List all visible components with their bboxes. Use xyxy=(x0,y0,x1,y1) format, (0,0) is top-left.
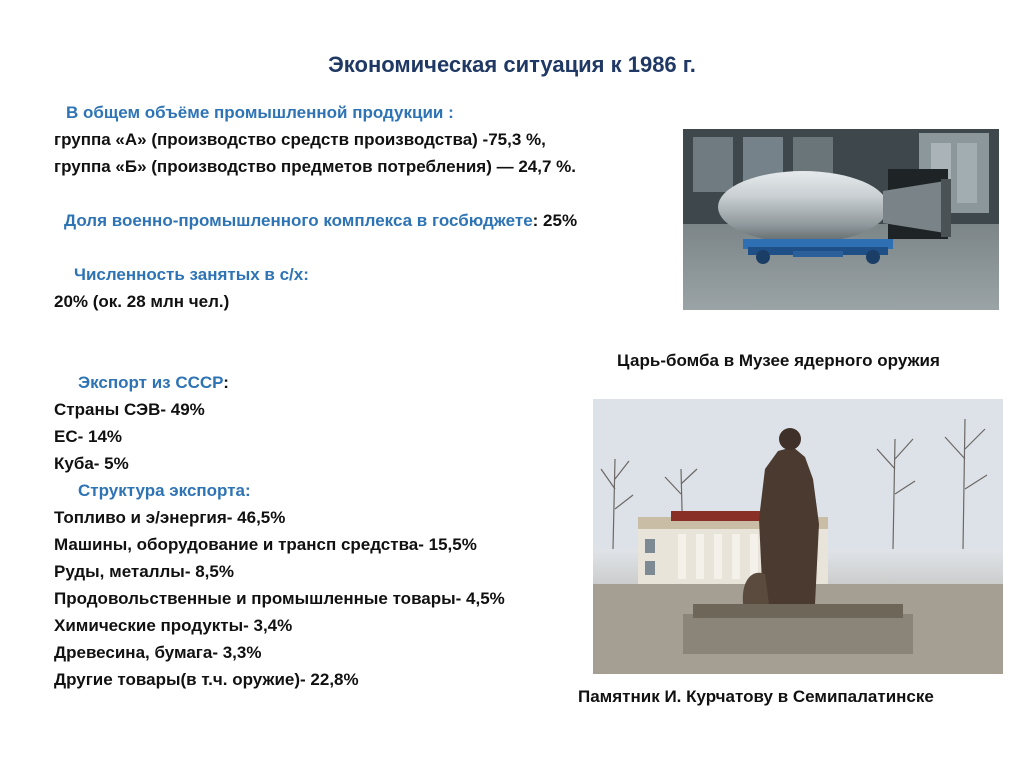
industry-heading: В общем объёме промышленной продукции : xyxy=(66,103,454,122)
slide-text-column xyxy=(54,99,674,693)
spacer xyxy=(54,180,674,207)
export-structure-item: Химические продукты- 3,4% xyxy=(54,616,293,635)
export-country-item: ЕС- 14% xyxy=(54,427,123,446)
kurchatov-monument-illustration xyxy=(593,399,1003,674)
export-structure-heading: Структура экспорта: xyxy=(78,481,251,500)
spacer xyxy=(54,234,674,261)
military-share-value: : 25% xyxy=(532,211,578,230)
slide-title: Экономическая ситуация к 1986 г. xyxy=(328,52,696,77)
export-structure-item: Машины, оборудование и трансп средства- 15,5% xyxy=(54,535,477,554)
industry-group-a: группа «А» (производство средств производства) -75,3 %, xyxy=(54,130,546,149)
military-share-label: Доля военно-промышленного комплекса в госбюджете xyxy=(64,211,533,230)
agriculture-value: 20% (ок. 28 млн чел.) xyxy=(54,292,230,311)
export-heading-label: Экспорт из СССР xyxy=(78,373,224,392)
export-country-item: Страны СЭВ- 49% xyxy=(54,400,205,419)
tsar-bomba-illustration xyxy=(683,129,999,310)
spacer xyxy=(54,315,674,369)
tsar-bomba-photo xyxy=(683,129,999,310)
export-structure-item: Другие товары(в т.ч. оружие)- 22,8% xyxy=(54,670,359,689)
tsar-bomba-caption: Царь-бомба в Музее ядерного оружия xyxy=(617,351,940,370)
export-structure-item: Топливо и э/энергия- 46,5% xyxy=(54,508,286,527)
kurchatov-monument-caption: Памятник И. Курчатову в Семипалатинске xyxy=(578,687,934,706)
military-share xyxy=(54,207,674,234)
agriculture-heading: Численность занятых в с/х: xyxy=(74,265,309,284)
export-heading-suffix: : xyxy=(223,373,229,392)
export-heading xyxy=(54,369,674,396)
kurchatov-monument-photo xyxy=(593,399,1003,674)
export-structure-item: Продовольственные и промышленные товары- 4,5% xyxy=(54,589,505,608)
industry-group-b: группа «Б» (производство предметов потребления) — 24,7 %. xyxy=(54,157,576,176)
export-country-item: Куба- 5% xyxy=(54,454,129,473)
export-structure-item: Древесина, бумага- 3,3% xyxy=(54,643,262,662)
export-structure-item: Руды, металлы- 8,5% xyxy=(54,562,234,581)
